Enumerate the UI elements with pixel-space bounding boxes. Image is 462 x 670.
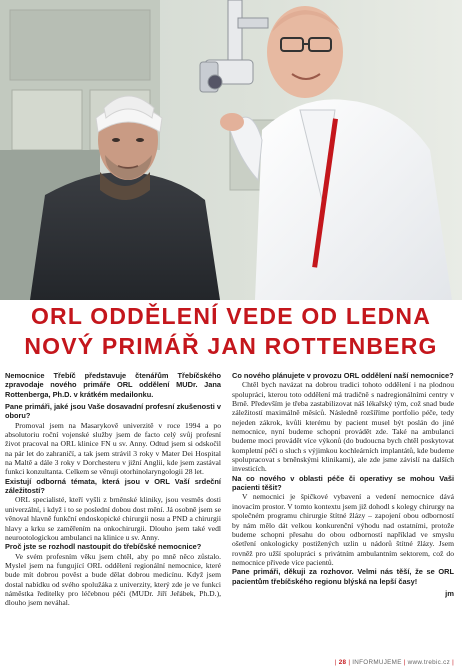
interview-question: Proč jste se rozhodl nastoupit do třebíčské nemocnice? (5, 542, 202, 552)
interview-question: Pane primáři, jaké jsou Vaše dosavadní profesní zkušenosti v oboru? (5, 402, 221, 421)
left-column (5, 371, 221, 608)
website-link[interactable]: www.trebic.cz (407, 659, 451, 666)
page-footer: | 28 | INFORMUJEME | www.trebic.cz | (334, 659, 454, 666)
interview-closing-question: Pane primáři, děkuji za rozhovor. Velmi nás těší, že se ORL pacientům třebíčského regionu blýská na lepší časy! (232, 567, 454, 586)
article-lead: Nemocnice Třebíč představuje čtenářům Třebíčského zpravodaje nového primáře ORL oddělení MUDr. Jana Rottenberga, Ph.D. v krátkém medailonku. (5, 371, 221, 399)
interview-question: Co nového plánujete v provozu ORL oddělení naší nemocnice? (232, 371, 454, 380)
right-column (232, 371, 454, 598)
author-signature: jm (445, 588, 454, 598)
interview-answer: V nemocnici je špičkové vybavení a vedení nemocnice dává inovacím prostor. V tomto kontextu jsem již dohodl s kolegy chirurgy na společném programu chirurgie štítné žlázy – zapojení obou odborností by nám mělo dát velkou konkurenční výhodu nad ostatními, protože budeme schopni přesahu do obou odborností například ve smyslu ošetření onkologicky postižených uzlin u nádorů štítné žlázy. Jsem rovněž pro užší spolupráci s privátním ambulantním sektorem, což do nemocnice přivede více pacientů. (232, 492, 454, 567)
section-name: INFORMUJEME (352, 659, 402, 666)
interview-answer: Ve svém profesním věku jsem chtěl, aby po mně něco zůstalo. Myslel jsem na fungující ORL oddělení regionální nemocnice, které bude mít dobrou pověst a bude dělat dobrou medicínu. Když jsem dostal nabídku od svého spolužáka z univerzity, který zde je ve funkci náměstka ředitelky pro léčebnou péči (MUDr. Jiří Jeřábek, Ph.D.), dlouho jsem neváhal. (5, 551, 221, 608)
article-photo (0, 0, 462, 300)
interview-answer: Promoval jsem na Masarykově univerzitě v roce 1994 a po absolutoriu roční vojenské služby jsem de facto celý svůj profesní život pracoval na ORL klinice FN u sv. Anny. Odtud jsem si odskočil na pár let do zahraničí, a tak jsem strávil 3 roky v Mater Dei Hospital na Maltě a dále 3 roky v Dorchesteru v jižní Anglii, kde jsem zastával funkci konzultanta. Celkem se věnuji otorhinolaryngologii 28 let. (5, 420, 221, 477)
interview-answer: Chtěl bych navázat na dobrou tradici tohoto oddělení i na plodnou spolupráci, kterou toto oddělení má tradičně s nadregionálními centry v Brně. Především je třeba zastabilizovat náš lékařský tým, což snad bude záležitostí maximálně měsíců. Následně rozšíříme portfolio péče, tedy nejeden zákrok, kvůli kterému by pacient musel být poslán do jiné nemocnice, nyní budeme schopni provádět zde. Také na ambulanci budeme moci provádět více výkonů (do budoucna bych chtěl poskytovat kompletní péči o sluch s výjimkou kochleárních implantátů, kde budeme spolupracovat s brněnskými klinikami), ale zde jsme závislí na dalších investicích. (232, 380, 454, 474)
interview-answer: ORL specialisté, kteří vyšli z brněnské kliniky, jsou vesměs dosti univerzální, i když i to se poslední dobou dost mění. Já osobně jsem se věnoval hlavně funkční endoskopické chirurgii nosu a PND a chirurgii hlavy a krku se zaměřením na onkochirurgii. Dlouho jsem také vedl neurootologickou ambulanci na klinice u sv. Anny. (5, 495, 221, 542)
article-headline (0, 301, 462, 361)
interview-question: Existují odborná témata, která jsou v ORL Vaší srdeční záležitostí? (5, 476, 221, 496)
interview-question: Na co nového v oblasti péče či operativy se mohou Vaši pacienti těšit? (232, 473, 454, 493)
page-number: 28 (338, 659, 347, 666)
headline-line-2: NOVÝ PRIMÁŘ JAN ROTTENBERG (24, 333, 438, 359)
headline-line-1: ORL ODDĚLENÍ VEDE OD LEDNA (30, 303, 432, 329)
